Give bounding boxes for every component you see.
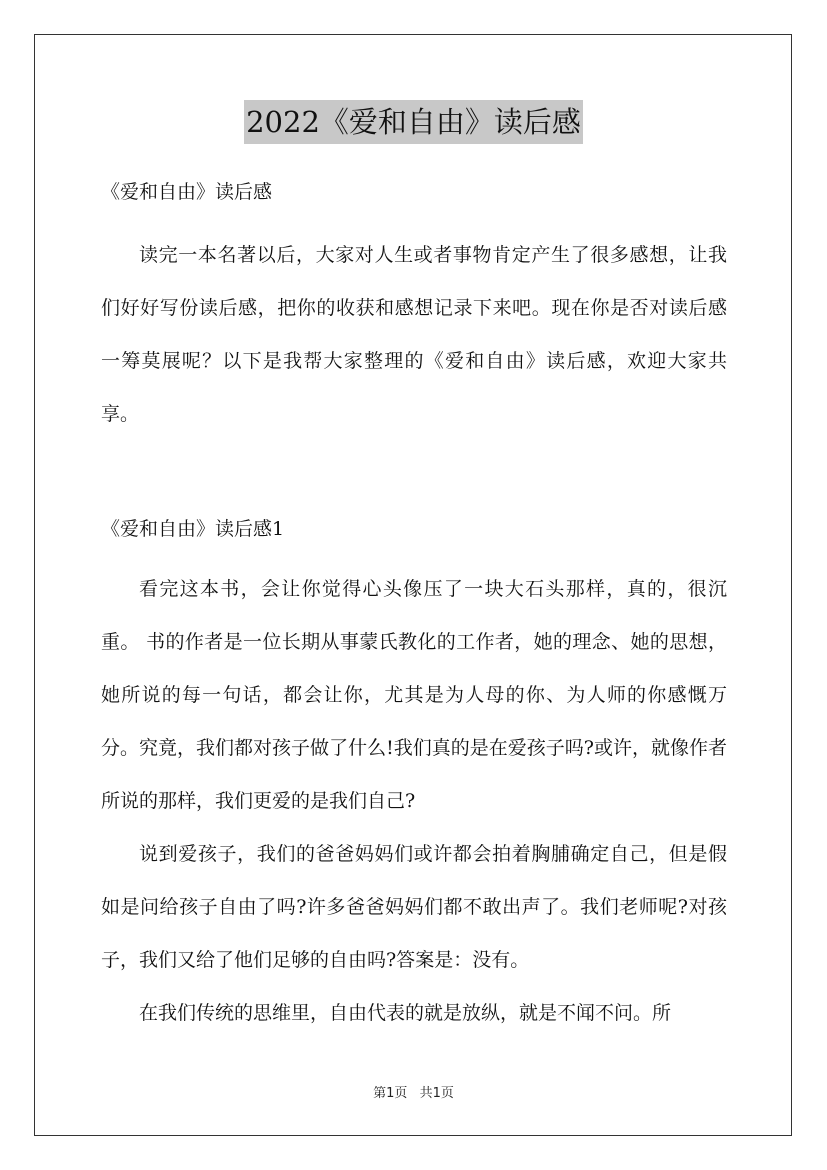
document-body	[101, 170, 727, 1040]
title-wrap	[0, 100, 827, 144]
body-paragraph-3: 在我们传统的思维里，自由代表的就是放纵，就是不闻不问。所	[139, 1002, 672, 1024]
document-title: 2022《爱和自由》读后感	[244, 100, 583, 144]
intro-heading: 《爱和自由》读后感	[101, 181, 273, 203]
page-total: 共1页	[419, 1086, 454, 1101]
body-paragraph-1: 看完这本书，会让你觉得心头像压了一块大石头那样，真的，很沉重。 书的作者是一位长期从事蒙氏教化的工作者，她的理念、她的思想，她所说的每一句话，都会让你，尤其是为人母的你、为人师的你感慨万分。究竟，我们都对孩子做了什么!我们真的是在爱孩子吗?或许，就像作者所说的那样，我们更爱的是我们自己?	[101, 578, 727, 812]
section-heading: 《爱和自由》读后感1	[101, 518, 285, 540]
intro-paragraph: 读完一本名著以后，大家对人生或者事物肯定产生了很多感想，让我们好好写份读后感，把你的收获和感想记录下来吧。现在你是否对读后感一筹莫展呢？以下是我帮大家整理的《爱和自由》读后感，欢迎大家共享。	[101, 244, 727, 425]
page-footer	[0, 1082, 827, 1101]
body-paragraph-2: 说到爱孩子，我们的爸爸妈妈们或许都会拍着胸脯确定自己，但是假如是问给孩子自由了吗?许多爸爸妈妈们都不敢出声了。我们老师呢?对孩子，我们又给了他们足够的自由吗?答案是：没有。	[101, 843, 727, 971]
page-number: 第1页	[373, 1086, 408, 1101]
